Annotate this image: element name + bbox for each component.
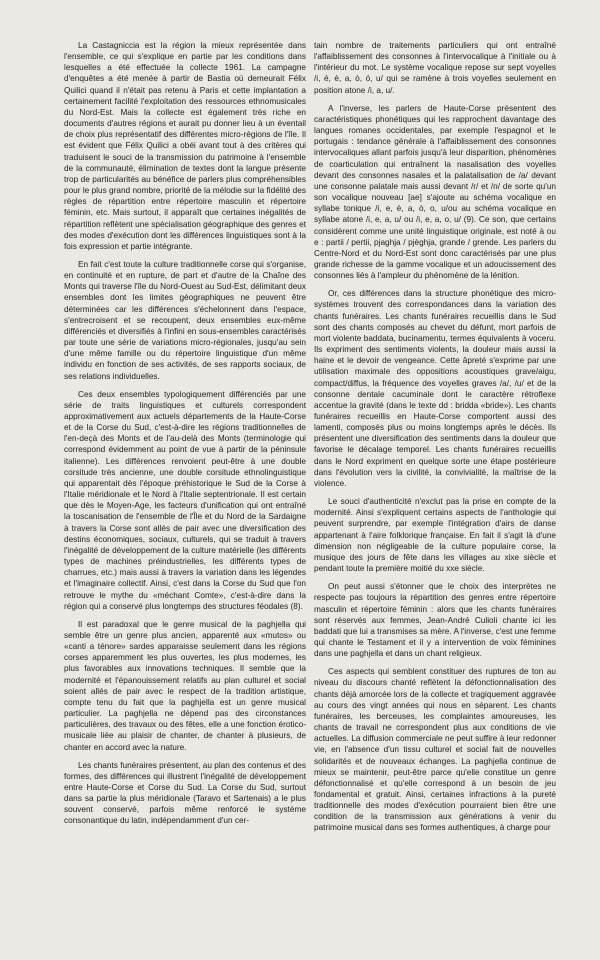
paragraph-systeme-vocalique: tain nombre de traitements particuliers qui ont entraîné l'affaiblissement des consonnes à l'intervocalique à l'initiale ou à l'intérieur du mot. Le système vocalique repose sur sept voyelles /i, é, è, a, ò, ó, u/ qui se ramène à trois voyelles seulement en position atone /i, a, u/. <box>314 41 556 95</box>
paragraph-interpretes: On peut aussi s'étonner que le choix des interprètes ne respecte pas toujours la répartition des genres entre répertoire masculin et répertoire féminin : alors que les chants funéraires sont réservés aux femmes, Jean-André Culioli chante ici les baddati que lui a transmises sa mère. A l'inverse, c'est une femme qui chante le Testament et il y a intervention de voix féminines dans une paghjella et dans un chant religieux. <box>314 582 556 659</box>
paragraph-authenticite: Le souci d'authenticité n'exclut pas la prise en compte de la modernité. Ainsi s'expliquent certains aspects de l'anthologie qui peuvent surprendre, par exemple l'intégration d'airs de danse appartenant à l'aire folklorique française. En fait il s'agit là d'une dimension non négligeable de la culture populaire corse, la musique des jours de fête dans les villages au xixe siècle et pendant toute la première moitié du xxe siècle. <box>314 497 556 574</box>
paragraph-castagniccia: La Castagniccia est la région la mieux représentée dans l'ensemble, ce qui s'explique en partie par les conditions dans lesquelles a été effectuée la collecte 1961. La campagne d'enquêtes a été menée à partir de Bastia où demeurait Félix Quilici quand il n'était pas retenu à Paris et cette implantation a certainement facilité l'exploitation des ressources ethnomusicales du Nord-Est. Mais la collecte est également très riche en documents d'autres régions et aurait pu donner lieu à un éventail de choix plus représentatif des différentes micro-régions de l'île. Il est évident que Félix Quilici a obéi avant tout à des critères qui traduisent le souci de la transmission du patrimoine à l'ensemble de la communauté, élimination de textes dont la langue présente trop de particularités au bénéfice de parlers plus compréhensibles pour le plus grand nombre, priorité de la mélodie sur la fidélité des règles de répartition entre répertoire masculin et répertoire féminin, etc. Mais surtout, il apparaît que certaines inégalités de répartition reflètent une spécialisation géographique des genres et des modes d'exécution dont les différences linguistiques sont à la fois expression et partie intégrante. <box>64 41 306 251</box>
right-column <box>314 40 556 841</box>
paragraph-deux-ensembles: Ces deux ensembles typologiquement différenciés par une série de traits linguistiques et culturels correspondent approximativement aux actuels départements de la Haute-Corse et de la Corse du Sud, c'est-à-dire les régions traditionnelles de l'en-deçà des Monts et de l'au-delà des Monts (terminologie qui correspond évidemment au point de vue à partir de la péninsule italienne). Les différences renvoient peut-être à une double corsitude très ancienne, une double corsitude ethnolinguistique qui apparentait dès l'époque préhistorique le Sud de la Corse à l'Italie méridionale et le Nord à l'Italie septentrionale. Il est certain que dès le Moyen-Age, les facteurs d'unification qui ont entraîné la toscanisation de l'ensemble de l'Île et du Nord de la Sardaigne à travers la Corse sont allés de pair avec une diversification des destins économiques, sociaux, culturels, qui se traduit à travers l'inégalité de développement de la culture matérielle (les différents types de machines préindustrielles, les différents types de charrues, etc.) mais aussi à travers la variation dans les légendes et l'imaginaire collectif. Ainsi, c'est dans la Corse du Sud que l'on retrouve le mythe du «méchant Comte», c'est-à-dire dans la région qui a conservé plus longtemps des structures féodales (8). <box>64 389 306 611</box>
paragraph-chants-funeraires: Les chants funéraires présentent, au plan des contenus et des formes, des différences qui illustrent l'inégalité de développement entre Haute-Corse et Corse du Sud. La Corse du Sud, surtout dans sa partie la plus méridionale (Taravo et Sartenais) a le plus souvent conservé, parfois même renforcé le système consonantique du latin, indépendamment d'un cer- <box>64 760 306 826</box>
paragraph-paghjella: Il est paradoxal que le genre musical de la paghjella qui semble être un genre plus ancien, apparenté aux «mutos» ou «canti a ténore» sardes apparaisse seulement dans les régions corses apparemment les plus ouvertes, les plus modernes, les plus favorables aux innovations techniques. Il semble que la modernité et l'épanouissement relatifs au plan culturel et social soient allés de pair avec le respect de la tradition artistique, compte tenu du fait que la paghjella est un genre musical particulier. La paghjella ne dépend pas des circonstances particulières, des travaux ou des fêtes, elle a une fonction érotico-musicale liée au plaisir de chanter, de chanter à plusieurs, de chanter en accord avec la nature. <box>64 619 306 752</box>
paragraph-ruptures: Ces aspects qui semblent constituer des ruptures de ton au niveau du discours chanté reflètent la défonctionnalisation des chants déjà amorcée lors de la collecte et tragiquement aggravée au cours des vingt années qui nous en séparent. Les chants funéraires, les berceuses, les complaintes amoureuses, les chants de travail ne correspondent plus aux conditions de vie actuelles. La diffusion commerciale ne peut suffire à leur redonner vie, en l'absence d'un tissu culturel et social fait de nouvelles solidarités et de nouveaux échanges. La paghjella continue de mieux se maintenir, peut-être parce qu'elle constitue un genre défonctionnalisé et qu'elle correspond à un besoin de jeu fondamental et gratuit. Ainsi, certaines infractions à la pureté traditionnelle des modes d'exécution pourraient bien être une condition de la transmission aux générations à venir du patrimoine musical dans ses formes authentiques, à charge pour <box>314 667 556 833</box>
paragraph-culture-traditionnelle: En fait c'est toute la culture traditionnelle corse qui s'organise, en continuité et en rupture, de part et d'autre de la Chaîne des Monts qui traverse l'île du Nord-Ouest au Sud-Est, délimitant deux ensembles dont les limites géographiques ne peuvent être déterminées car les différences s'échelonnent dans l'espace, s'entrecroisent et se recoupent, deux ensembles eux-même différenciés et diversifiés à l'infini en sous-ensembles caractérisés par toute une série de variations micro-régionales, jusqu'au sein d'une même famille ou du répertoire linguistique d'un même individu en fonction de ses activités, de ses rapports sociaux, de ses relations individuelles. <box>64 259 306 381</box>
left-column <box>64 40 306 834</box>
paragraph-structure-phonetique: Or, ces différences dans la structure phonétique des micro-systèmes trouvent des correspondances dans la variation des chants funéraires. Les chants funéraires recueillis dans le Sud sont des chants composés au chevet du défunt, mort parfois de mort violente baddata, bucinamentu, termes équivalents à voceru. Ils expriment des sentiments violents, la douleur mais aussi la haine et le devoir de vengeance. Cette âpreté s'exprime par une utilisation maximale des oppositions acoustiques grave/aigu, compact/diffus, la fréquence des voyelles graves /a/, /u/ et de la consonne dentale cacuminale dont le caractère rétroflexe accentue la gravité (dans le texte dd : bridda «bride»). Les chants funéraires recueillis en Haute-Corse comportent aussi des lamenti, composés plus ou moins longtemps après le décès. Ils présentent une diversification des sentiments dans la douleur que favorise le décalage temporel. Les chants funéraires recueillis dans le Nord expriment en quelque sorte une étape postérieure dans l'évolution vers la civilité, la convivialité, la maîtrise de la violence. <box>314 289 556 488</box>
paragraph-haute-corse: A l'inverse, les parlers de Haute-Corse présentent des caractéristiques phonétiques qui les rapprochent davantage des langues romanes occidentales, par exemple l'espagnol et le portugais : tendance générale à l'affaiblissement des consonnes intervocaliques allant parfois jusqu'à leur disparition, phénomènes de coarticulation qui entraînent la nasalisation des voyelles devant des consonnes nasales et la palatalisation de /a/ devant une consonne palatale mais aussi devant /r/ et /n/ de sorte qu'un son vocalique nouveau [ae] s'ajoute au schéma vocalique en syllabe tonique /i, e, è, a, ò, o, u/ou au schéma vocalique en syllabe atone /i, e, a, u/ ou /i, e, a, o, u/ (9). Ce son, que certains considèrent comme une unité linguistique originale, est noté à ou e : partii / pertii, pjaghja / pjèghja, grande / grende. Les parlers du Centre-Nord et du Nord-Est sont donc caractérisés par une plus grande richesse de la gamme vocalique et un adoucissement des consonnes liés à l'ampleur du phénomène de la lénition. <box>314 103 556 281</box>
